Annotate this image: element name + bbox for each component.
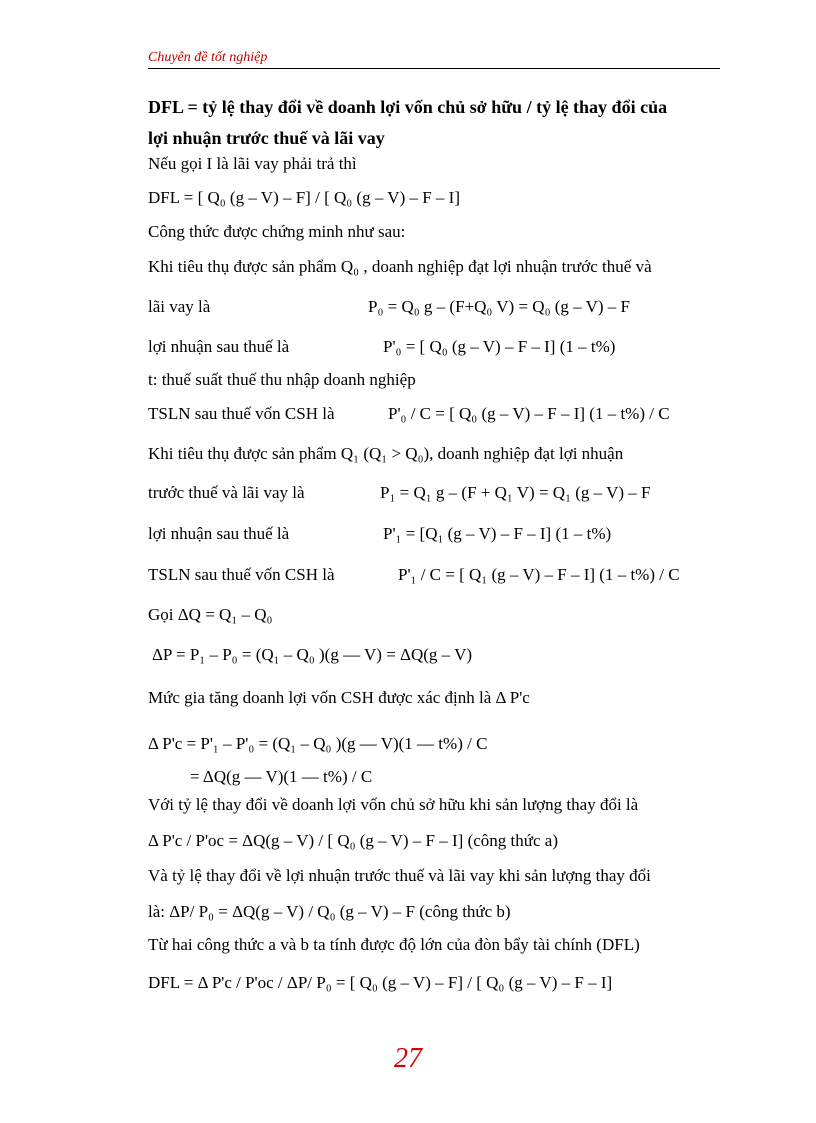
formula-line: Δ P'c = P'₁ – P'₀ = (Q₁ – Q₀ )(g — V)(1 — t%) / C [148, 734, 488, 753]
text-line: trước thuế và lãi vay là [148, 483, 305, 502]
formula-line: P'₁ = [Q₁ (g – V) – F – I] (1 – t%) [383, 524, 612, 543]
formula-line: P'₁ / C = [ Q₁ (g – V) – F – I] (1 – t%) / C [398, 565, 680, 584]
text-line: lợi nhuận sau thuế là [148, 524, 290, 543]
formula-line: DFL = Δ P'c / P'oc / ΔP/ P₀ = [ Q₀ (g – V) – F] / [ Q₀ (g – V) – F – I] [148, 973, 613, 992]
formula-line: ΔP = P₁ – P₀ = (Q₁ – Q₀ )(g — V) = ΔQ(g – V) [152, 645, 473, 664]
text-line: Mức gia tăng doanh lợi vốn CSH được xác định là Δ P'c [148, 688, 530, 707]
running-header: Chuyên đề tốt nghiệp [148, 50, 268, 65]
text-line: Từ hai công thức a và b ta tính được độ lớn của đòn bẩy tài chính (DFL) [148, 935, 640, 954]
page-number: 27 [394, 1043, 422, 1074]
text-line: TSLN sau thuế vốn CSH là [148, 404, 335, 423]
text-line: Khi tiêu thụ được sản phẩm Q₁ (Q₁ > Q₀), doanh nghiệp đạt lợi nhuận [148, 444, 624, 463]
text-line: Khi tiêu thụ được sản phẩm Q₀ , doanh nghiệp đạt lợi nhuận trước thuế và [148, 257, 652, 276]
formula-line: Δ P'c / P'oc = ΔQ(g – V) / [ Q₀ (g – V) – F – I] (công thức a) [148, 831, 558, 850]
formula-line: Gọi ΔQ = Q₁ – Q₀ [148, 605, 273, 624]
header-rule [148, 68, 720, 69]
text-line: lãi vay là [148, 297, 211, 316]
formula-line: = ΔQ(g — V)(1 — t%) / C [190, 767, 373, 786]
formula-line: P₁ = Q₁ g – (F + Q₁ V) = Q₁ (g – V) – F [380, 483, 651, 502]
formula-line: P₀ = Q₀ g – (F+Q₀ V) = Q₀ (g – V) – F [368, 297, 630, 316]
text-line: DFL = tỷ lệ thay đổi về doanh lợi vốn chủ sở hữu / tỷ lệ thay đổi của [148, 97, 668, 117]
text-line: Với tỷ lệ thay đổi về doanh lợi vốn chủ sở hữu khi sản lượng thay đổi là [148, 795, 639, 814]
text-line: lợi nhuận trước thuế và lãi vay [148, 128, 385, 148]
formula-line: P'₀ / C = [ Q₀ (g – V) – F – I] (1 – t%) / C [388, 404, 670, 423]
text-line: TSLN sau thuế vốn CSH là [148, 565, 335, 584]
text-line: Công thức được chứng minh như sau: [148, 222, 406, 241]
text-line: lợi nhuận sau thuế là [148, 337, 290, 356]
formula-line: là: ΔP/ P₀ = ΔQ(g – V) / Q₀ (g – V) – F (công thức b) [148, 902, 511, 921]
text-line: Và tỷ lệ thay đổi về lợi nhuận trước thuế và lãi vay khi sản lượng thay đổi [148, 866, 651, 885]
formula-line: DFL = [ Q₀ (g – V) – F] / [ Q₀ (g – V) – F – I] [148, 188, 461, 207]
text-line: t: thuế suất thuế thu nhập doanh nghiệp [148, 370, 416, 389]
formula-line: P'₀ = [ Q₀ (g – V) – F – I] (1 – t%) [383, 337, 616, 356]
text-line: Nếu gọi I là lãi vay phải trả thì [148, 154, 357, 173]
